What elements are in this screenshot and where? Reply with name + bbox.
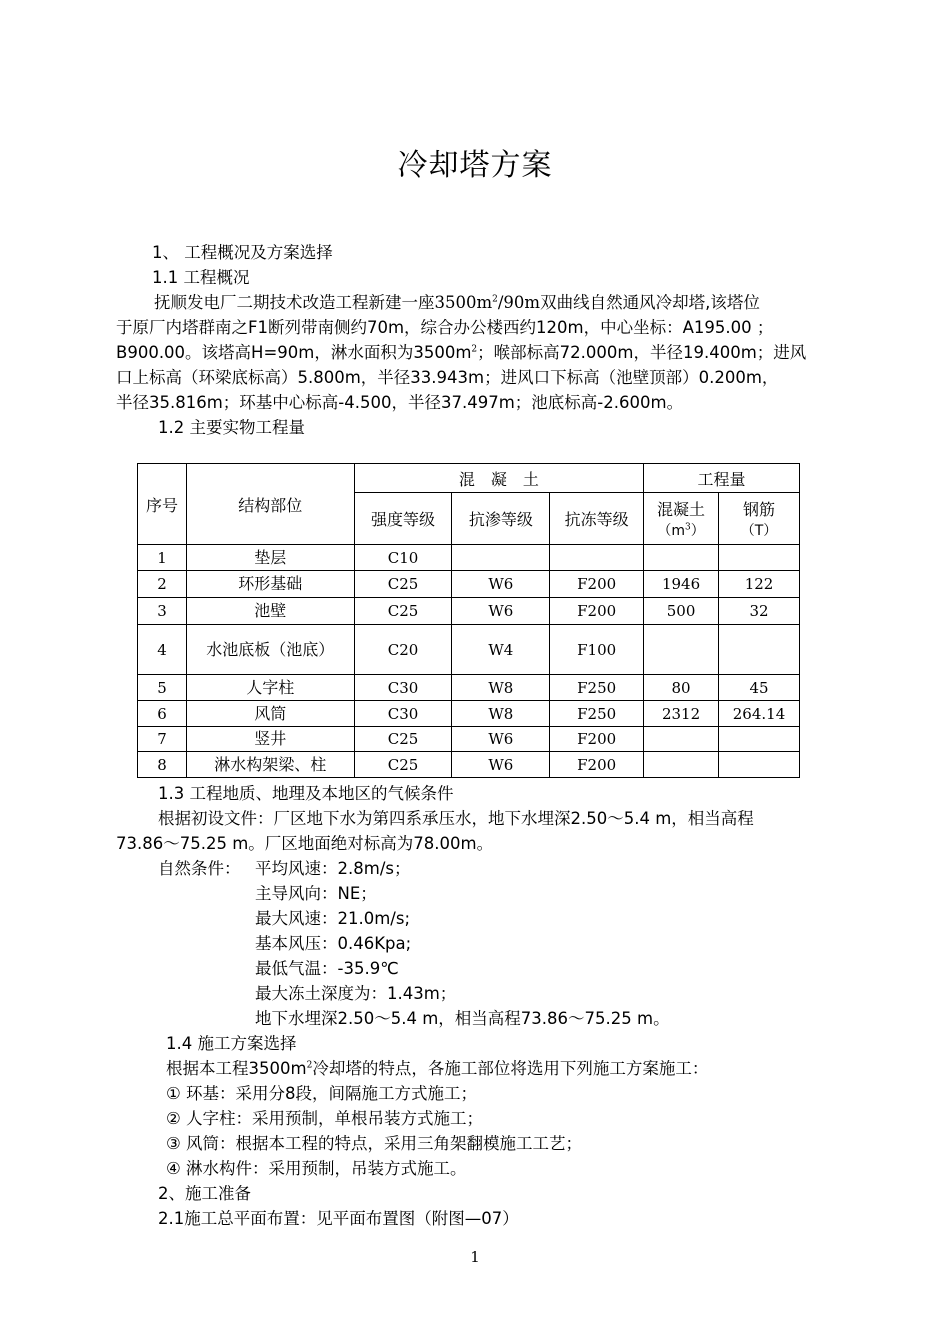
cell-part: 水池底板（池底）: [186, 625, 354, 675]
cell-steel: [719, 727, 800, 752]
cell-strength: C25: [354, 598, 452, 625]
header-concrete: 混 凝 土: [354, 464, 644, 493]
paragraph-plan-intro: 根据本工程$3500m^2$冷却塔的特点，各施工部位将选用下列施工方案施工：: [166, 1059, 709, 1078]
cell-no: 1: [138, 545, 187, 571]
natural-condition-item: 最大冻土深度为：1.43m；: [255, 984, 457, 1003]
header-no: 序号: [138, 464, 187, 545]
section-heading-1: 1、 工程概况及方案选择: [152, 243, 333, 262]
cell-seepage: [452, 545, 550, 571]
cell-seepage: W6: [452, 571, 550, 598]
natural-conditions-label: 自然条件：: [158, 859, 241, 878]
cell-no: 2: [138, 571, 187, 598]
table-row: [138, 727, 800, 752]
table-row: [138, 598, 800, 625]
plan-item: ④ 淋水构件：采用预制，吊装方式施工。: [166, 1159, 467, 1178]
plan-item: ① 环基：采用分8段，间隔施工方式施工；: [166, 1084, 478, 1103]
paragraph-overview-line-1: 抚顺发电厂二期技术改造工程新建一座$3500m^2/90m$双曲线自然通风冷却塔,该塔位: [154, 293, 760, 312]
cell-seepage: W6: [452, 598, 550, 625]
document-title: 冷却塔方案: [397, 148, 553, 183]
cell-strength: C10: [354, 545, 452, 571]
cell-frost: F200: [550, 571, 644, 598]
cell-strength: C30: [354, 675, 452, 701]
cell-no: 6: [138, 701, 187, 727]
cell-strength: C30: [354, 701, 452, 727]
cell-frost: F200: [550, 727, 644, 752]
natural-condition-item: 最大风速：21.0m/s;: [255, 909, 411, 928]
cell-steel: 45: [719, 675, 800, 701]
cell-steel: 32: [719, 598, 800, 625]
cell-steel: 122: [719, 571, 800, 598]
cell-part: 池壁: [186, 598, 354, 625]
cell-seepage: W6: [452, 727, 550, 752]
table-row: [138, 675, 800, 701]
cell-part: 人字柱: [186, 675, 354, 701]
table-row: [138, 625, 800, 675]
cell-part: 垫层: [186, 545, 354, 571]
natural-condition-item: 最低气温：-35.9℃: [255, 959, 399, 978]
table-row: [138, 571, 800, 598]
section-heading-1-2: 1.2 主要实物工程量: [158, 418, 305, 437]
cell-volume: 1946: [644, 571, 719, 598]
header-strength: 强度等级: [354, 493, 452, 545]
cell-no: 5: [138, 675, 187, 701]
section-heading-1-4: 1.4 施工方案选择: [166, 1034, 297, 1053]
cell-no: 4: [138, 625, 187, 675]
cell-seepage: W8: [452, 675, 550, 701]
cell-part: 风筒: [186, 701, 354, 727]
cell-frost: F200: [550, 752, 644, 778]
paragraph-overview-line-3: B900.00。该塔高H=90m，淋水面积为$3500m^2$；喉部标高72.000m，半径19.400m；进风: [116, 343, 807, 362]
cell-volume: 2312: [644, 701, 719, 727]
cell-no: 8: [138, 752, 187, 778]
header-frost: 抗冻等级: [550, 493, 644, 545]
table-row: [138, 752, 800, 778]
cell-volume: [644, 727, 719, 752]
paragraph-geology-line-1: 根据初设文件：厂区地下水为第四系承压水，地下水埋深2.50～5.4 m，相当高程: [158, 809, 754, 828]
cell-volume: [644, 625, 719, 675]
cell-steel: 264.14: [719, 701, 800, 727]
section-heading-1-3: 1.3 工程地质、地理及本地区的气候条件: [158, 784, 454, 803]
cell-frost: F250: [550, 675, 644, 701]
header-quantity: 工程量: [644, 464, 800, 493]
table-row: [138, 701, 800, 727]
quantities-table: [137, 463, 800, 778]
paragraph-overview-line-2: 于原厂内塔群南之F1断列带南侧约70m，综合办公楼西约120m，中心坐标：A195.00 ；: [116, 318, 774, 337]
natural-condition-item: 平均风速：2.8m/s；: [255, 859, 411, 878]
cell-volume: 500: [644, 598, 719, 625]
cell-steel: [719, 545, 800, 571]
cell-part: 环形基础: [186, 571, 354, 598]
cell-volume: [644, 545, 719, 571]
paragraph-overview-line-5: 半径35.816m；环基中心标高-4.500，半径37.497m；池底标高-2.600m。: [116, 393, 684, 412]
natural-condition-item: 主导风向：NE；: [255, 884, 377, 903]
cell-frost: F250: [550, 701, 644, 727]
cell-volume: 80: [644, 675, 719, 701]
section-heading-2: 2、施工准备: [158, 1184, 251, 1203]
section-heading-2-1: 2.1施工总平面布置：见平面布置图（附图—07）: [158, 1209, 519, 1228]
cell-frost: [550, 545, 644, 571]
cell-frost: F200: [550, 598, 644, 625]
cell-strength: C25: [354, 752, 452, 778]
cell-no: 7: [138, 727, 187, 752]
natural-condition-item: 地下水埋深2.50～5.4 m，相当高程73.86～75.25 m。: [255, 1009, 670, 1028]
header-steel: 钢筋 （T）: [719, 493, 800, 545]
cell-no: 3: [138, 598, 187, 625]
paragraph-geology-line-2: 73.86～75.25 m。厂区地面绝对标高为78.00m。: [116, 834, 494, 853]
table-row: [138, 545, 800, 571]
cell-steel: [719, 752, 800, 778]
cell-seepage: W6: [452, 752, 550, 778]
cell-seepage: W4: [452, 625, 550, 675]
cell-strength: C20: [354, 625, 452, 675]
cell-part: 淋水构架梁、柱: [186, 752, 354, 778]
header-seepage: 抗渗等级: [452, 493, 550, 545]
plan-item: ② 人字柱：采用预制，单根吊装方式施工；: [166, 1109, 484, 1128]
natural-condition-item: 基本风压：0.46Kpa;: [255, 934, 412, 953]
page-number: 1: [470, 1248, 480, 1266]
cell-seepage: W8: [452, 701, 550, 727]
cell-frost: F100: [550, 625, 644, 675]
cell-strength: C25: [354, 571, 452, 598]
cell-volume: [644, 752, 719, 778]
header-concrete-volume: 混凝土 $(m^3)$: [644, 493, 719, 545]
header-part: 结构部位: [186, 464, 354, 545]
cell-steel: [719, 625, 800, 675]
paragraph-overview-line-4: 口上标高（环梁底标高）5.800m，半径33.943m；进风口下标高（池壁顶部）0.200m，: [116, 368, 779, 387]
section-heading-1-1: 1.1 工程概况: [152, 268, 250, 287]
cell-part: 竖井: [186, 727, 354, 752]
cell-strength: C25: [354, 727, 452, 752]
plan-item: ③ 风筒：根据本工程的特点，采用三角架翻模施工工艺；: [166, 1134, 583, 1153]
